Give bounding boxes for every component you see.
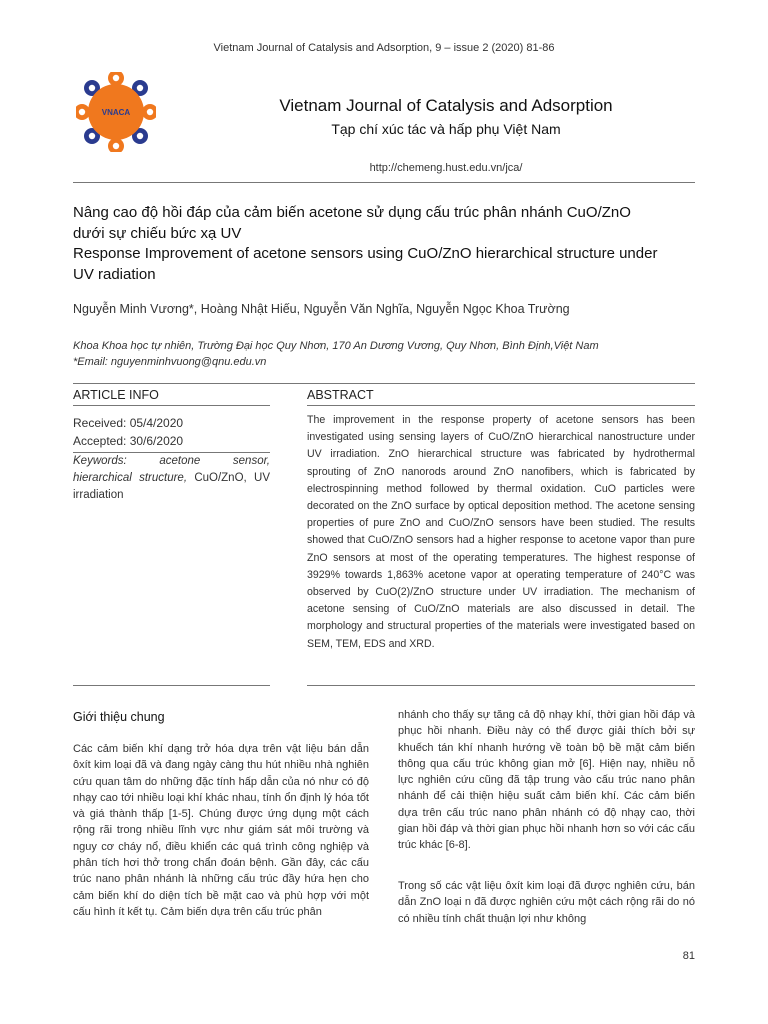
header-divider (73, 182, 695, 183)
abstract-heading: ABSTRACT (307, 388, 374, 402)
article-info-heading: ARTICLE INFO (73, 388, 159, 402)
paper-title-en (73, 243, 713, 285)
abstract-underline (307, 405, 695, 406)
journal-logo (76, 72, 156, 152)
affiliation-address: Khoa Khoa học tự nhiên, Trường Đại học Quy Nhơn, 170 An Dương Vương, Quy Nhơn, Bình Định,Việt Nam (73, 340, 599, 352)
received-date: Received: 05/4/2020 (73, 416, 184, 430)
affiliation (73, 338, 713, 370)
accepted-date: Accepted: 30/6/2020 (73, 434, 184, 448)
section-heading-intro: Giới thiệu chung (73, 710, 165, 724)
running-header: Vietnam Journal of Catalysis and Adsorption, 9 – issue 2 (2020) 81-86 (213, 42, 555, 54)
abstract-text: The improvement in the response property of acetone sensors has been investigated using sensing layers of CuO/ZnO hierarchical nanostructure under UV irradiation. ZnO hierarchical structure was fabricated by hydrothermal sprouting of ZnO nanorods around ZnO nanofibers, which is fabricated by electrospinning method followed by thermal oxidation. CuO particles were decorated on the ZnO surface by optical deposition method. The acetone sensing properties of pure ZnO and CuO/ZnO sensors have been studied. The results showed that CuO/ZnO sensors had a higher response to acetone vapor than pure ZnO sensors at most of the operating temperatures. The highest response of 3929% towards 1,863% acetone vapor at operating temperature of 240°C was observed by CuO(2)/ZnO structure under UV irradiation. The mechanism of acetone sensing of CuO/ZnO materials are also discussed in detail. The morphology and structural properties of the materials were investigated based on SEM, TEM, EDS and XRD. (307, 414, 695, 650)
paper-title-vi-line2: dưới sự chiếu bức xạ UV (73, 225, 242, 242)
paper-title-en-line1: Response Improvement of acetone sensors using CuO/ZnO hierarchical structure under (73, 245, 658, 262)
paper-title-en-line2: UV radiation (73, 266, 156, 283)
logo-text: VNACA (101, 108, 131, 117)
author-list: Nguyễn Minh Vương*, Hoàng Nhật Hiếu, Nguyễn Văn Nghĩa, Nguyễn Ngọc Khoa Trường (73, 302, 570, 316)
journal-title: Vietnam Journal of Catalysis and Adsorption (279, 96, 613, 115)
page-number: 81 (682, 950, 695, 962)
abstract-divider-bottom (307, 685, 695, 686)
keywords-label: Keywords: (73, 455, 127, 467)
info-divider-top (73, 383, 695, 384)
journal-subtitle: Tạp chí xúc tác và hấp phụ Việt Nam (331, 121, 561, 137)
paper-title-vi-line1: Nâng cao độ hồi đáp của cảm biến acetone sử dụng cấu trúc phân nhánh CuO/ZnO (73, 204, 631, 221)
article-info-underline (73, 405, 270, 406)
keywords (73, 453, 270, 504)
keywords-italic: acetone sensor, hierarchical structure, (73, 455, 270, 484)
left-divider-bottom (73, 685, 270, 686)
corresponding-email[interactable]: *Email: nguyenminhvuong@qnu.edu.vn (73, 356, 267, 368)
keywords-rest: CuO/ZnO, UV irradiation (73, 472, 270, 501)
journal-url[interactable]: http://chemeng.hust.edu.vn/jca/ (369, 162, 523, 174)
paper-title-vi (73, 202, 713, 244)
intro-left-paragraph: Các cảm biến khí dạng trở hóa dựa trên vật liệu bán dẫn ôxít kim loại đã và đang ngày càng thu hút nhiều nhà nghiên cứu quan tâm do những đặc tính hấp dẫn của nó như có độ nhạy cao tới nhiều loại khí khác nhau, tính ổn định lý hóa tốt và giá thành thấp [1-5]. Chúng được ứng dụng một cách rộng rãi trong nhiều lĩnh vực như giám sát môi trường và nguy cơ cháy nổ, điều khiển các quá trình công nghiệp và phân tích hơi thở trong chẩn đoán bệnh. Gần đây, các cấu trúc nano phân nhánh là những cấu trúc đầy hứa hẹn cho cảm biến khí do diện tích bề mặt cao và phù hợp với một cấu hình ít kết tụ. Cảm biến dựa trên cấu trúc phân (73, 743, 369, 918)
intro-right-paragraph-2: Trong số các vật liệu ôxít kim loại đã được nghiên cứu, bán dẫn ZnO loại n đã được nghiên cứu một cách rộng rãi do nó có nhiều tính chất thuận lợi như không (398, 880, 695, 925)
intro-right-paragraph-1: nhánh cho thấy sự tăng cả độ nhạy khí, thời gian hồi đáp và phục hồi nhanh. Điều này có thể được giải thích bởi sự khuếch tán khí nhanh hướng về toàn bộ bề mặt cảm biến thông qua cấu trúc không gian mở [6]. Hiện nay, nhiều nỗ lực nghiên cứu cũng đã tập trung vào cấu trúc nano phân nhánh để cải thiện hiệu suất cảm biến khí. Các cảm biến dựa trên cấu trúc nano phân nhánh có độ nhạy cao, thời gian hồi đáp và thời gian phục hồi nhanh hơn so với các cấu trúc khác [6-8]. (398, 709, 695, 852)
